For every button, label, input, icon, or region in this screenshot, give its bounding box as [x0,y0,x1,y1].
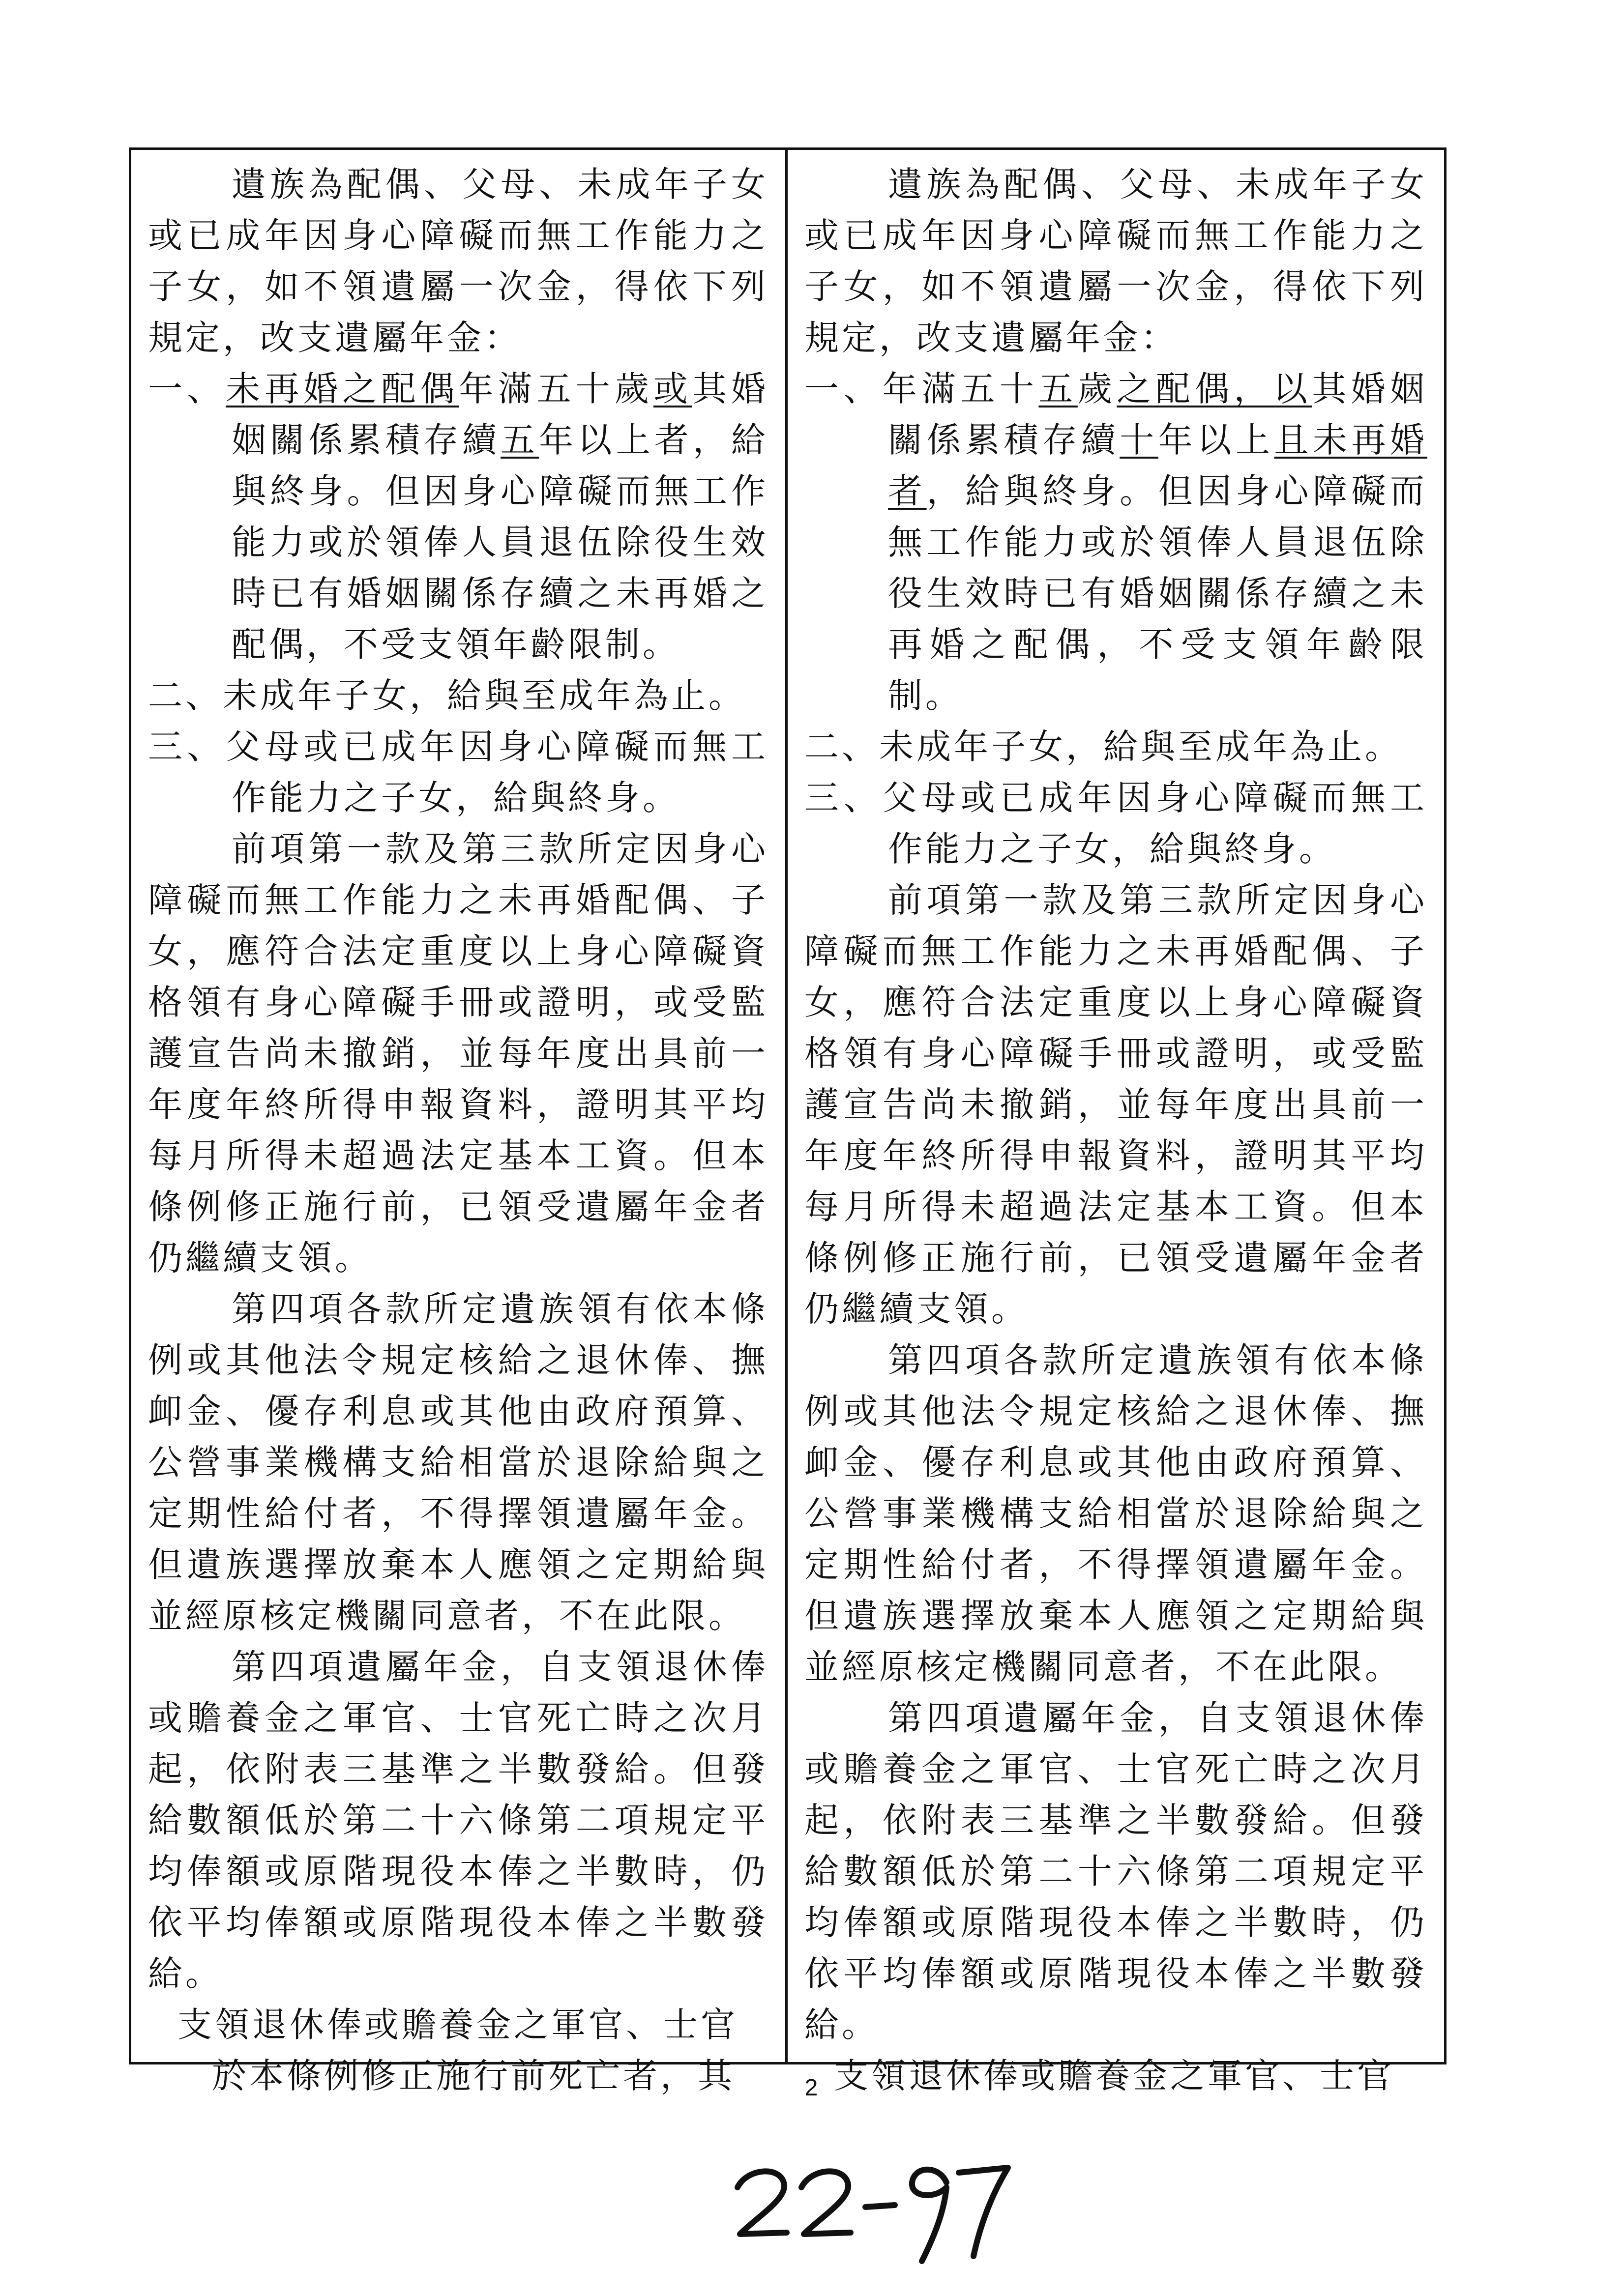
paragraph-transitional-continued: 於本條例修正施行前死亡者，其 [212,2056,735,2096]
list-item-spouse [804,363,1427,721]
item-text: 其婚姻關係累積存續 [232,369,769,460]
handwritten-mark [728,2119,1023,2266]
paragraph-survivor-pension: 遺族為配偶、父母、未成年子女或已成年因身心障礙而無工作能力之子女，如不領遺屬一次金，得依下列規定，改支遺屬年金： [148,164,768,358]
item-text: 年滿五十歲 [459,369,653,409]
item-prefix: 一、 [148,369,226,409]
amended-text: 之配偶，以 [1117,369,1312,409]
amended-text: 十 [1120,420,1158,460]
right-column [788,150,1444,2096]
list-item-minor-children: 二、未成年子女，給與至成年為止。 [148,675,746,716]
paragraph-disability-requirement: 前項第一款及第三款所定因身心障礙而無工作能力之未再婚配偶、子女，應符合法定重度以上身心障礙資格領有身心障礙手冊或證明，或受監護宣告尚未撤銷，並每年度出具前一年度年終所得申報資料，證明其平均每月所得未超過法定基本工資。但本條例修正施行前，已領受遺屬年金者仍繼續支領。 [148,829,768,1278]
amended-text: 五 [501,420,539,460]
amended-text: 或 [653,369,692,409]
item-text: 年滿五十 [882,369,1039,409]
item-text: 年以上 [1158,420,1274,460]
handwritten-mark-drawing [728,2119,1023,2266]
list-item-minor-children: 二、未成年子女，給與至成年為止。 [804,727,1402,767]
page-number: 2 [804,2075,818,2101]
item-text: 其婚姻關係累積存續 [888,369,1428,460]
item-text: 歲 [1077,369,1117,409]
paragraph-payment-start: 第四項遺屬年金，自支領退休俸或贍養金之軍官、士官死亡時之次月起，依附表三基準之半數發給。但發給數額低於第二十六條第二項規定平均俸額或原階現役本俸之半數時，仍依平均俸額或原階現役本俸之半數發給。 [804,1698,1427,2045]
comparison-table [129,147,1447,2096]
paragraph-exclusion: 第四項各款所定遺族領有依本條例或其他法令規定核給之退休俸、撫卹金、優存利息或其他由政府預算、公營事業機構支給相當於退除給與之定期性給付者，不得擇領遺屬年金。但遺族選擇放棄本人應領之定期給與並經原核定機關同意者，不在此限。 [804,1340,1427,1687]
amended-text: 未再婚之配偶 [226,369,459,409]
list-item-parents: 三、父母或已成年因身心障礙而無工作能力之子女，給與終身。 [804,778,1427,869]
amended-text: 五 [1038,369,1078,409]
item-text: 年以上者，給與終身。但因身心障礙而無工作能力或於領俸人員退伍除役生效時已有婚姻關係存續之未再婚之配偶，不受支領年齡限制。 [232,420,769,665]
left-column [131,150,788,2096]
item-prefix: 一、 [804,369,883,409]
paragraph-payment-start: 第四項遺屬年金，自支領退休俸或贍養金之軍官、士官死亡時之次月起，依附表三基準之半數發給。但發給數額低於第二十六條第二項規定平均俸額或原階現役本俸之半數時，仍依平均俸額或原階現役本俸之半數發給。 [148,1647,768,1994]
item-text: ，給與終身。但因身心障礙而無工作能力或於領俸人員退伍除役生效時已有婚姻關係存續之未再婚之配偶，不受支領年齡限制。 [888,471,1428,716]
paragraph-transitional: 支領退休俸或贍養金之軍官、士官 [834,2056,1394,2096]
paragraph-exclusion: 第四項各款所定遺族領有依本條例或其他法令規定核給之退休俸、撫卹金、優存利息或其他由政府預算、公營事業機構支給相當於退除給與之定期性給付者，不得擇領遺屬年金。但遺族選擇放棄本人應領之定期給與並經原核定機關同意者，不在此限。 [148,1289,768,1636]
list-item-parents: 三、父母或已成年因身心障礙而無工作能力之子女，給與終身。 [148,727,768,818]
paragraph-survivor-pension: 遺族為配偶、父母、未成年子女或已成年因身心障礙而無工作能力之子女，如不領遺屬一次金，得依下列規定，改支遺屬年金： [804,164,1427,358]
paragraph-transitional: 支領退休俸或贍養金之軍官、士官 [177,2005,738,2045]
amended-text: 且未再婚者 [888,420,1428,511]
list-item-spouse [148,363,768,670]
paragraph-disability-requirement: 前項第一款及第三款所定因身心障礙而無工作能力之未再婚配偶、子女，應符合法定重度以上身心障礙資格領有身心障礙手冊或證明，或受監護宣告尚未撤銷，並每年度出具前一年度年終所得申報資料，證明其平均每月所得未超過法定基本工資。但本條例修正施行前，已領受遺屬年金者仍繼續支領。 [804,880,1427,1329]
